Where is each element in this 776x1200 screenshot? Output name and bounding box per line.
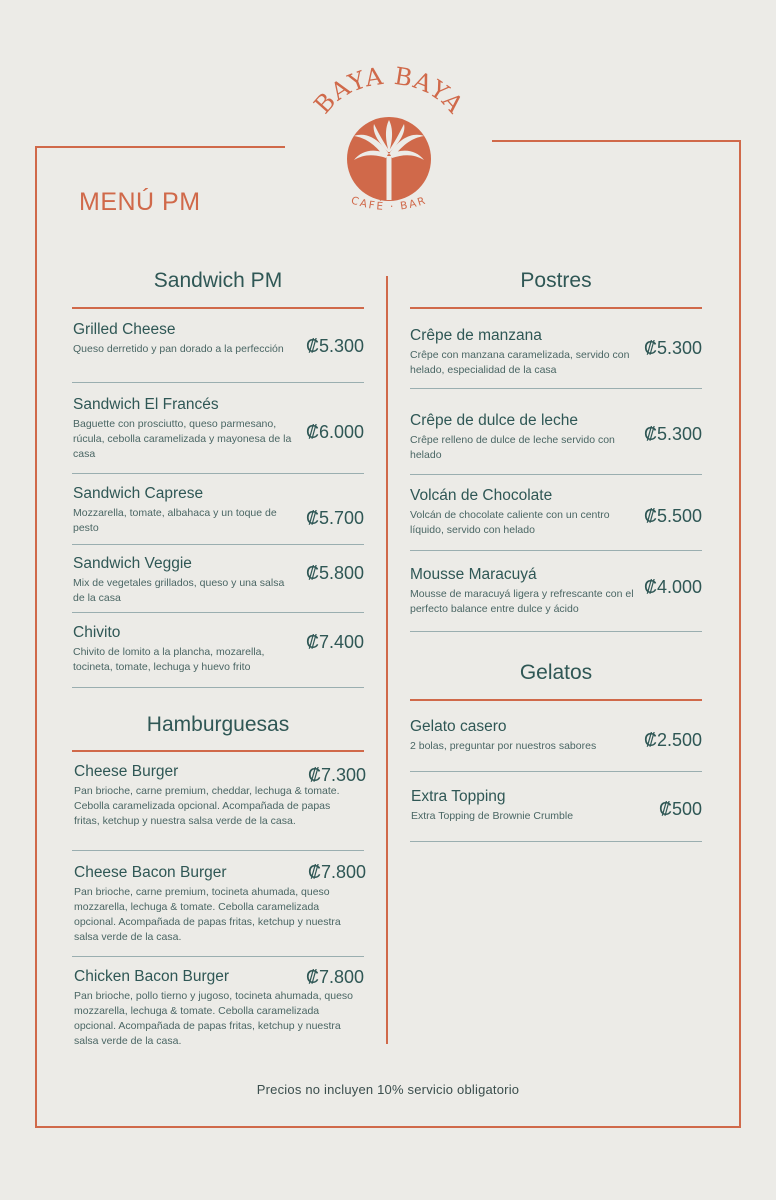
item-name: Grilled Cheese	[73, 321, 176, 338]
frame-bottom	[35, 1126, 741, 1128]
frame-left	[35, 146, 37, 1128]
menu-item	[410, 565, 642, 617]
item-description: Crêpe relleno de dulce de leche servido con helado	[410, 434, 615, 461]
item-separator	[72, 956, 364, 957]
item-name: Chicken Bacon Burger	[74, 968, 230, 985]
section-rule-hamburguesas	[72, 750, 364, 752]
item-name: Gelato casero	[410, 718, 507, 735]
section-title-postres: Postres	[520, 269, 592, 292]
item-price: ₡5.500	[643, 506, 702, 526]
menu-item	[410, 411, 638, 463]
item-description: Baguette con prosciutto, queso parmesano, rúcula, cebolla caramelizada y mayonesa de la casa	[73, 418, 292, 460]
item-name: Crêpe de dulce de leche	[410, 412, 579, 429]
section-rule-sandwich	[72, 307, 364, 309]
item-price: ₡5.300	[643, 424, 702, 444]
menu-item	[410, 486, 638, 538]
item-description: Crêpe con manzana caramelizada, servido con helado, especialidad de la casa	[410, 349, 630, 376]
item-description: Extra Topping de Brownie Crumble	[411, 810, 574, 822]
item-price: ₡7.400	[305, 632, 364, 652]
item-name: Extra Topping	[411, 788, 506, 805]
frame-right	[739, 140, 741, 1128]
section-title-gelatos: Gelatos	[519, 661, 593, 684]
item-name: Sandwich El Francés	[73, 396, 219, 413]
item-price: ₡7.300	[307, 765, 366, 785]
item-name: Mousse Maracuyá	[410, 566, 537, 583]
item-name: Crêpe de manzana	[410, 327, 542, 344]
section-rule-postres	[410, 307, 702, 309]
item-separator	[72, 612, 364, 613]
item-description: Mozzarella, tomate, albahaca y un toque de pesto	[73, 507, 277, 534]
item-separator	[72, 850, 364, 851]
menu-item	[411, 787, 639, 824]
menu-item	[410, 326, 638, 378]
item-price: ₡2.500	[643, 730, 702, 750]
item-separator	[410, 550, 702, 551]
item-separator	[72, 473, 364, 474]
section-title-sandwich: Sandwich PM	[153, 269, 283, 292]
item-name: Sandwich Veggie	[73, 555, 192, 572]
frame-top-left	[35, 146, 285, 148]
item-description: Queso derretido y pan dorado a la perfección	[73, 343, 284, 355]
item-description: Pan brioche, pollo tierno y jugoso, tocineta ahumada, queso mozzarella, lechuga & tomate. Cebolla caramelizada opcional. Acompañada de papas fritas, ketchup y nuestra salsa verde de la casa.	[74, 990, 354, 1047]
item-separator	[72, 544, 364, 545]
brand-name-arc: BAYA BAYA	[308, 66, 470, 120]
item-description: Mix de vegetales grillados, queso y una salsa de la casa	[73, 577, 285, 604]
item-price: ₡5.300	[305, 336, 364, 356]
item-name: Sandwich Caprese	[73, 485, 204, 502]
menu-item	[73, 484, 298, 536]
menu-item	[73, 395, 298, 462]
column-divider	[386, 276, 388, 1044]
item-separator	[410, 474, 702, 475]
item-separator	[410, 388, 702, 389]
menu-item	[73, 554, 298, 606]
item-separator	[410, 631, 702, 632]
item-separator	[410, 771, 702, 772]
item-name: Volcán de Chocolate	[410, 487, 553, 504]
item-price: ₡4.000	[643, 577, 702, 597]
brand-logo	[308, 66, 470, 226]
footer-note: Precios no incluyen 10% servicio obligatorio	[256, 1082, 520, 1097]
item-description: Chivito de lomito a la plancha, mozarella, tocineta, tomate, lechuga y huevo frito	[73, 646, 265, 673]
item-price: ₡500	[658, 799, 702, 819]
menu-item	[73, 623, 298, 675]
section-rule-gelatos	[410, 699, 702, 701]
menu-title: MENÚ PM	[79, 188, 201, 216]
item-name: Chivito	[73, 624, 121, 641]
brand-tagline: CAFÉ · BAR	[349, 194, 429, 214]
item-price: ₡7.800	[307, 862, 366, 882]
frame-top-right	[492, 140, 741, 142]
item-description: Volcán de chocolate caliente con un centro líquido, servido con helado	[410, 509, 610, 536]
item-price: ₡5.300	[643, 338, 702, 358]
item-description: Pan brioche, carne premium, tocineta ahumada, queso mozzarella, lechuga & tomate. Cebolla caramelizada opcional. Acompañada de papas fritas, ketchup y nuestra salsa verde de la casa.	[74, 886, 341, 943]
item-price: ₡7.800	[305, 967, 364, 987]
item-separator	[72, 687, 364, 688]
item-description: 2 bolas, preguntar por nuestros sabores	[410, 740, 597, 752]
item-price: ₡5.800	[305, 563, 364, 583]
item-name: Cheese Burger	[74, 763, 179, 780]
section-title-hamburguesas: Hamburguesas	[146, 713, 290, 736]
menu-item	[410, 717, 638, 754]
item-price: ₡5.700	[305, 508, 364, 528]
item-separator	[72, 382, 364, 383]
item-price: ₡6.000	[305, 422, 364, 442]
item-separator	[410, 841, 702, 842]
menu-item	[73, 320, 298, 357]
item-description: Pan brioche, carne premium, cheddar, lechuga & tomate. Cebolla caramelizada opcional. Acompañada de papas fritas, ketchup y nuestra salsa verde de la casa.	[74, 785, 340, 827]
item-description: Mousse de maracuyá ligera y refrescante con el perfecto balance entre dulce y ácido	[410, 588, 634, 615]
item-name: Cheese Bacon Burger	[74, 864, 227, 881]
